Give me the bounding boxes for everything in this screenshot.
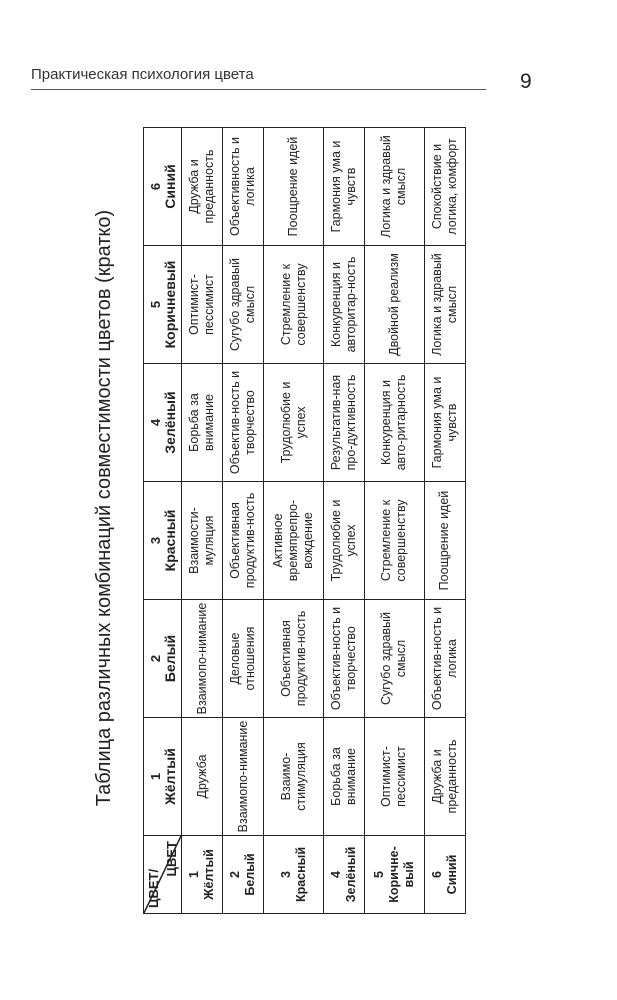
column-header bbox=[144, 246, 182, 364]
table-cell: Объектив-ность и творчество bbox=[323, 600, 364, 718]
table-cell: Логика и здравый смысл bbox=[365, 128, 425, 246]
corner-label-top: ЦВЕТ/ bbox=[146, 868, 161, 908]
table-cell: Объектив-ность и логика bbox=[424, 600, 465, 718]
row-name: Белый bbox=[243, 853, 258, 896]
row-header bbox=[182, 836, 223, 914]
table-row bbox=[264, 128, 324, 914]
column-name: Белый bbox=[161, 634, 178, 683]
row-name: Красный bbox=[293, 846, 308, 903]
column-number: 6 bbox=[147, 182, 163, 191]
table-cell: Взаимопо-нимание bbox=[223, 718, 264, 836]
table-cell: Конкуренция и авторитар-ность bbox=[323, 246, 364, 364]
table-cell: Гармония ума и чувств bbox=[323, 128, 364, 246]
table-cell: Сугубо здравый смысл bbox=[223, 246, 264, 364]
table-cell: Дружба bbox=[182, 718, 223, 836]
table-header-row bbox=[144, 128, 182, 914]
row-header bbox=[365, 836, 425, 914]
table-cell: Взаимости-муляция bbox=[182, 482, 223, 600]
column-number: 3 bbox=[147, 536, 163, 545]
table-row bbox=[223, 128, 264, 914]
running-header-title: Практическая психология цвета bbox=[31, 66, 254, 83]
table-cell: Трудолюбие и успех bbox=[264, 364, 324, 482]
column-number: 2 bbox=[147, 654, 163, 663]
table-cell: Объективность и логика bbox=[223, 128, 264, 246]
column-header bbox=[144, 718, 182, 836]
row-header bbox=[323, 836, 364, 914]
row-name: Синий bbox=[444, 854, 459, 895]
table-cell: Стремление к совершенству bbox=[365, 482, 425, 600]
row-header bbox=[223, 836, 264, 914]
table-cell: Спокойствие и логика, комфорт bbox=[424, 128, 465, 246]
table-row bbox=[365, 128, 425, 914]
row-name: Зелёный bbox=[344, 846, 359, 903]
row-number: 5 bbox=[371, 871, 386, 878]
table-row bbox=[424, 128, 465, 914]
column-name: Синий bbox=[161, 164, 178, 209]
table-cell: Борьба за внимание bbox=[323, 718, 364, 836]
table-cell: Двойной реализм bbox=[365, 246, 425, 364]
table-cell: Результатив-ная про-дуктивность bbox=[323, 364, 364, 482]
column-name: Коричневый bbox=[161, 260, 178, 349]
table-cell: Поощрение идей bbox=[264, 128, 324, 246]
column-header bbox=[144, 128, 182, 246]
table-row bbox=[323, 128, 364, 914]
table-cell: Оптимист-пессимист bbox=[182, 246, 223, 364]
table-cell: Объективная продуктив-ность bbox=[223, 482, 264, 600]
column-name: Красный bbox=[161, 509, 178, 572]
table-cell: Дружба и преданность bbox=[424, 718, 465, 836]
table-cell: Деловые отношения bbox=[223, 600, 264, 718]
table-cell: Оптимист-пессимист bbox=[365, 718, 425, 836]
corner-label-bottom: ЦВЕТ bbox=[164, 841, 179, 877]
column-header bbox=[144, 364, 182, 482]
row-header bbox=[264, 836, 324, 914]
table-cell: Активное времяпрепро-вождение bbox=[264, 482, 324, 600]
table-cell: Борьба за внимание bbox=[182, 364, 223, 482]
column-number: 5 bbox=[147, 300, 163, 309]
table-cell: Объективная продуктив-ность bbox=[264, 600, 324, 718]
table-caption: Таблица различных комбинаций совместимости цветов (кратко) bbox=[93, 209, 115, 807]
row-number: 3 bbox=[278, 871, 293, 878]
row-name: Коричне-вый bbox=[386, 846, 416, 903]
row-number: 6 bbox=[429, 871, 444, 878]
table-cell: Взаимопо-нимание bbox=[182, 600, 223, 718]
table-cell: Стремление к совершенству bbox=[264, 246, 324, 364]
table-cell: Взаимо-стимуляция bbox=[264, 718, 324, 836]
column-header bbox=[144, 600, 182, 718]
column-header bbox=[144, 482, 182, 600]
row-number: 2 bbox=[228, 871, 243, 878]
table-cell: Дружба и преданность bbox=[182, 128, 223, 246]
table-cell: Трудолюбие и успех bbox=[323, 482, 364, 600]
table-cell: Поощрение идей bbox=[424, 482, 465, 600]
table-row bbox=[182, 128, 223, 914]
column-name: Зелёный bbox=[161, 391, 178, 454]
table-cell: Гармония ума и чувств bbox=[424, 364, 465, 482]
row-number: 1 bbox=[187, 871, 202, 878]
row-header bbox=[424, 836, 465, 914]
rotated-table-block bbox=[86, 88, 476, 928]
column-number: 4 bbox=[147, 418, 163, 427]
row-number: 4 bbox=[329, 871, 344, 878]
color-compatibility-table bbox=[143, 127, 466, 914]
column-name: Жёлтый bbox=[161, 748, 178, 805]
table-cell: Конкуренция и авто-ритарность bbox=[365, 364, 425, 482]
corner-cell bbox=[144, 836, 182, 914]
table-cell: Сугубо здравый смысл bbox=[365, 600, 425, 718]
table-cell: Логика и здравый смысл bbox=[424, 246, 465, 364]
table-cell: Объектив-ность и творчество bbox=[223, 364, 264, 482]
row-name: Жёлтый bbox=[202, 849, 217, 900]
page-number: 9 bbox=[520, 70, 532, 93]
column-number: 1 bbox=[147, 772, 163, 781]
